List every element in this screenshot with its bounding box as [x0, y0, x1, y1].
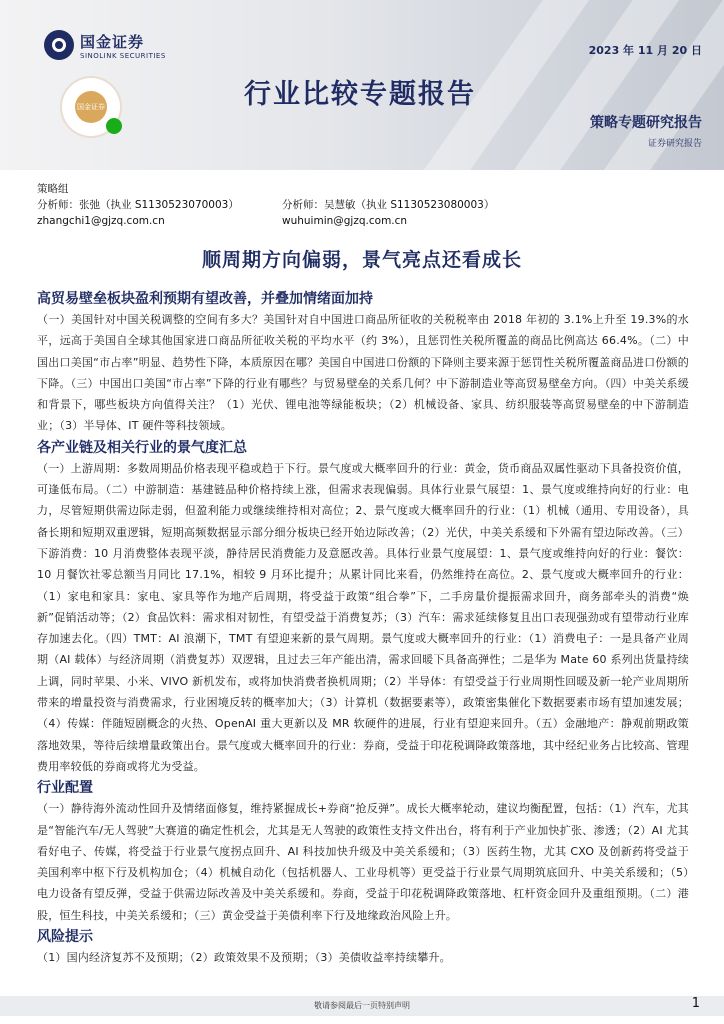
page-number: 1	[691, 996, 700, 1011]
report-type: 策略专题研究报告	[590, 115, 702, 131]
section-title: 各产业链及相关行业的景气度汇总	[37, 439, 247, 456]
section-paragraph: （一）上游周期：多数周期品价格表现平稳或趋于下行。景气度或大概率回升的行业：黄金，货币商品双属性驱动下具备投资价值，可逢低布局。（二）中游制造：基建链品种价格持续上涨，但需求表现偏弱。具体行业景气展望：1、景气度或维持向好的行业：电力，尽管短期供需边际走弱，但盈利能力或继续维持相对高位；2、景气度或大概率回升的行业：（1）机械（通用、专用设备），具备长期和短期双重逻辑，短期高频数据显示部分细分板块已经开始边际改善；（2）光伏，中美关系缓和下外需有望边际改善。（三）下游消费：10 月消费整体表现平淡，静待居民消费能力及意愿改善。具体行业景气度展望：1、景气度或维持向好的行业：餐饮：10 月餐饮社零总额当月同比 17.1%，相较 9 月环比提升；从累计同比来看，仍然维持在高位。2、景气度或大概率回升的行业：（1）家电和家具：家电、家具等作为地产后周期，将受益于政策“组合拳”下，二手房量价提振需求回升，商务部牵头的消费“焕新”促销活动等；（2）食品饮料：需求相对韧性，有望受益于消费复苏；（3）汽车：需求延续修复且出口表现强劲或有望带动行业库存加速去化。（四）TMT：AI 浪潮下，TMT 有望迎来新的景气周期。景气度或大概率回升的行业：（1）消费电子：一是具备产业周期（AI 载体）与经济周期（消费复苏）双逻辑，且过去三年产能出清，需求回暖下具备高弹性；二是华为 Mate 60 系列出货量持续上调，同时苹果、小米、VIVO 新机发布，或将加快消费者换机周期；（2）半导体：有望受益于行业周期性回暖及新一轮产业周期所带来的增量投资与消费需求，行业困境反转的概率加大；（3）计算机（数据要素等），政策密集催化下数据要素市场有望加速发展；（4）传媒：伴随短剧概念的火热、OpenAI 重大更新以及 MR 软硬件的进展，行业有望迎来回升。（五）金融地产：静观前期政策落地效果，等待后续增量政策出台。景气度或大概率回升的行业：券商，受益于印花税调降政策落地，其中经纪业务占比较高、管理费用率较低的券商或将尤为受益。	[37, 461, 689, 773]
section-title: 行业配置	[37, 780, 93, 797]
footer-disclaimer: 敬请参阅最后一页特别声明	[314, 1001, 410, 1010]
report-body	[37, 289, 689, 969]
report-subtype: 证券研究报告	[647, 139, 702, 149]
report-header	[0, 0, 724, 170]
section-paragraph: （一）静待海外流动性回升及情绪面修复，维持紧握成长+券商“抢反弹”。成长大概率轮动，建议均衡配置，包括：（1）汽车，尤其是“智能汽车/无人驾驶”大赛道的确定性机会，尤其是无人驾驶的政策性支持文件出台，将有利于产业加快扩张、渗透；（2）AI 尤其看好电子、传媒，将受益于行业景气度拐点回升、AI 科技加快升级及中美关系缓和；（3）医药生物，尤其 CXO 及创新药将受益于美国利率中枢下行及机构加仓；（4）机械自动化（包括机器人、工业母机等）更受益于行业景气周期筑底回升、中美关系缓和；（5）电力设备有望反弹，受益于供需边际改善及中美关系缓和。券商，受益于印花税调降政策落地、杠杆资金回升及重组预期。（二）港股，恒生科技，中美关系缓和；（三）黄金受益于美债利率下行及地缘政治风险上升。	[37, 802, 689, 922]
analyst-2: 分析师：吴慧敏（执业 S1130523080003）	[282, 199, 495, 211]
section-paragraph: （1）国内经济复苏不及预期；（2）政策效果不及预期；（3）美债收益率持续攀升。	[37, 951, 451, 965]
report-date: 2023 年 11 月 20 日	[588, 44, 702, 57]
qr-label: 国金证券	[75, 91, 107, 123]
section-risk	[37, 927, 689, 968]
section-allocation	[37, 778, 689, 926]
analyst-1: 分析师：张弛（执业 S1130523070003）	[37, 199, 239, 211]
qr-code	[62, 78, 120, 136]
section-title: 高贸易壁垒板块盈利预期有望改善，并叠加情绪面加持	[37, 291, 373, 307]
report-headline: 顺周期方向偏弱，景气亮点还看成长	[201, 249, 522, 271]
report-title: 行业比较专题报告	[244, 79, 476, 110]
email-1[interactable]: zhangchi1@gjzq.com.cn	[37, 215, 165, 227]
email-2[interactable]: wuhuimin@gjzq.com.cn	[282, 215, 408, 227]
section-industry-prosperity	[37, 438, 689, 777]
research-group: 策略组	[37, 183, 69, 195]
logo-icon	[44, 30, 74, 60]
logo-en: SINOLINK SECURITIES	[80, 51, 166, 60]
company-logo	[44, 30, 166, 60]
section-title: 风险提示	[37, 929, 93, 946]
section-paragraph: （一）美国针对中国关税调整的空间有多大？美国针对自中国进口商品所征收的关税税率由 2018 年初的 3.1%上升至 19.3%的水平，远高于美国自全球其他国家进口商品所征收关税的平均水平（约 3%），且惩罚性关税所覆盖的商品比例高达 66.4%。（二）中国出口美国“市占率”明显、趋势性下降，本质原因在哪？美国自中国进口份额的下降则主要来源于惩罚性关税所覆盖商品进口份额的下降。（三）中国出口美国“市占率”下降的行业有哪些？与贸易壁垒的关系几何？中下游制造业等高贸易壁垒方向。（四）中美关系缓和背景下，哪些板块方向值得关注？（1）光伏、锂电池等绿能板块；（2）机械设备、家具、纺织服装等高贸易壁垒的中下游制造业；（3）半导体、IT 硬件等科技领域。	[37, 313, 689, 433]
wechat-icon	[106, 118, 122, 134]
section-trade-barrier	[37, 289, 689, 437]
logo-cn: 国金证券	[80, 32, 145, 51]
authors-block	[37, 181, 687, 229]
page-footer	[0, 996, 724, 1024]
